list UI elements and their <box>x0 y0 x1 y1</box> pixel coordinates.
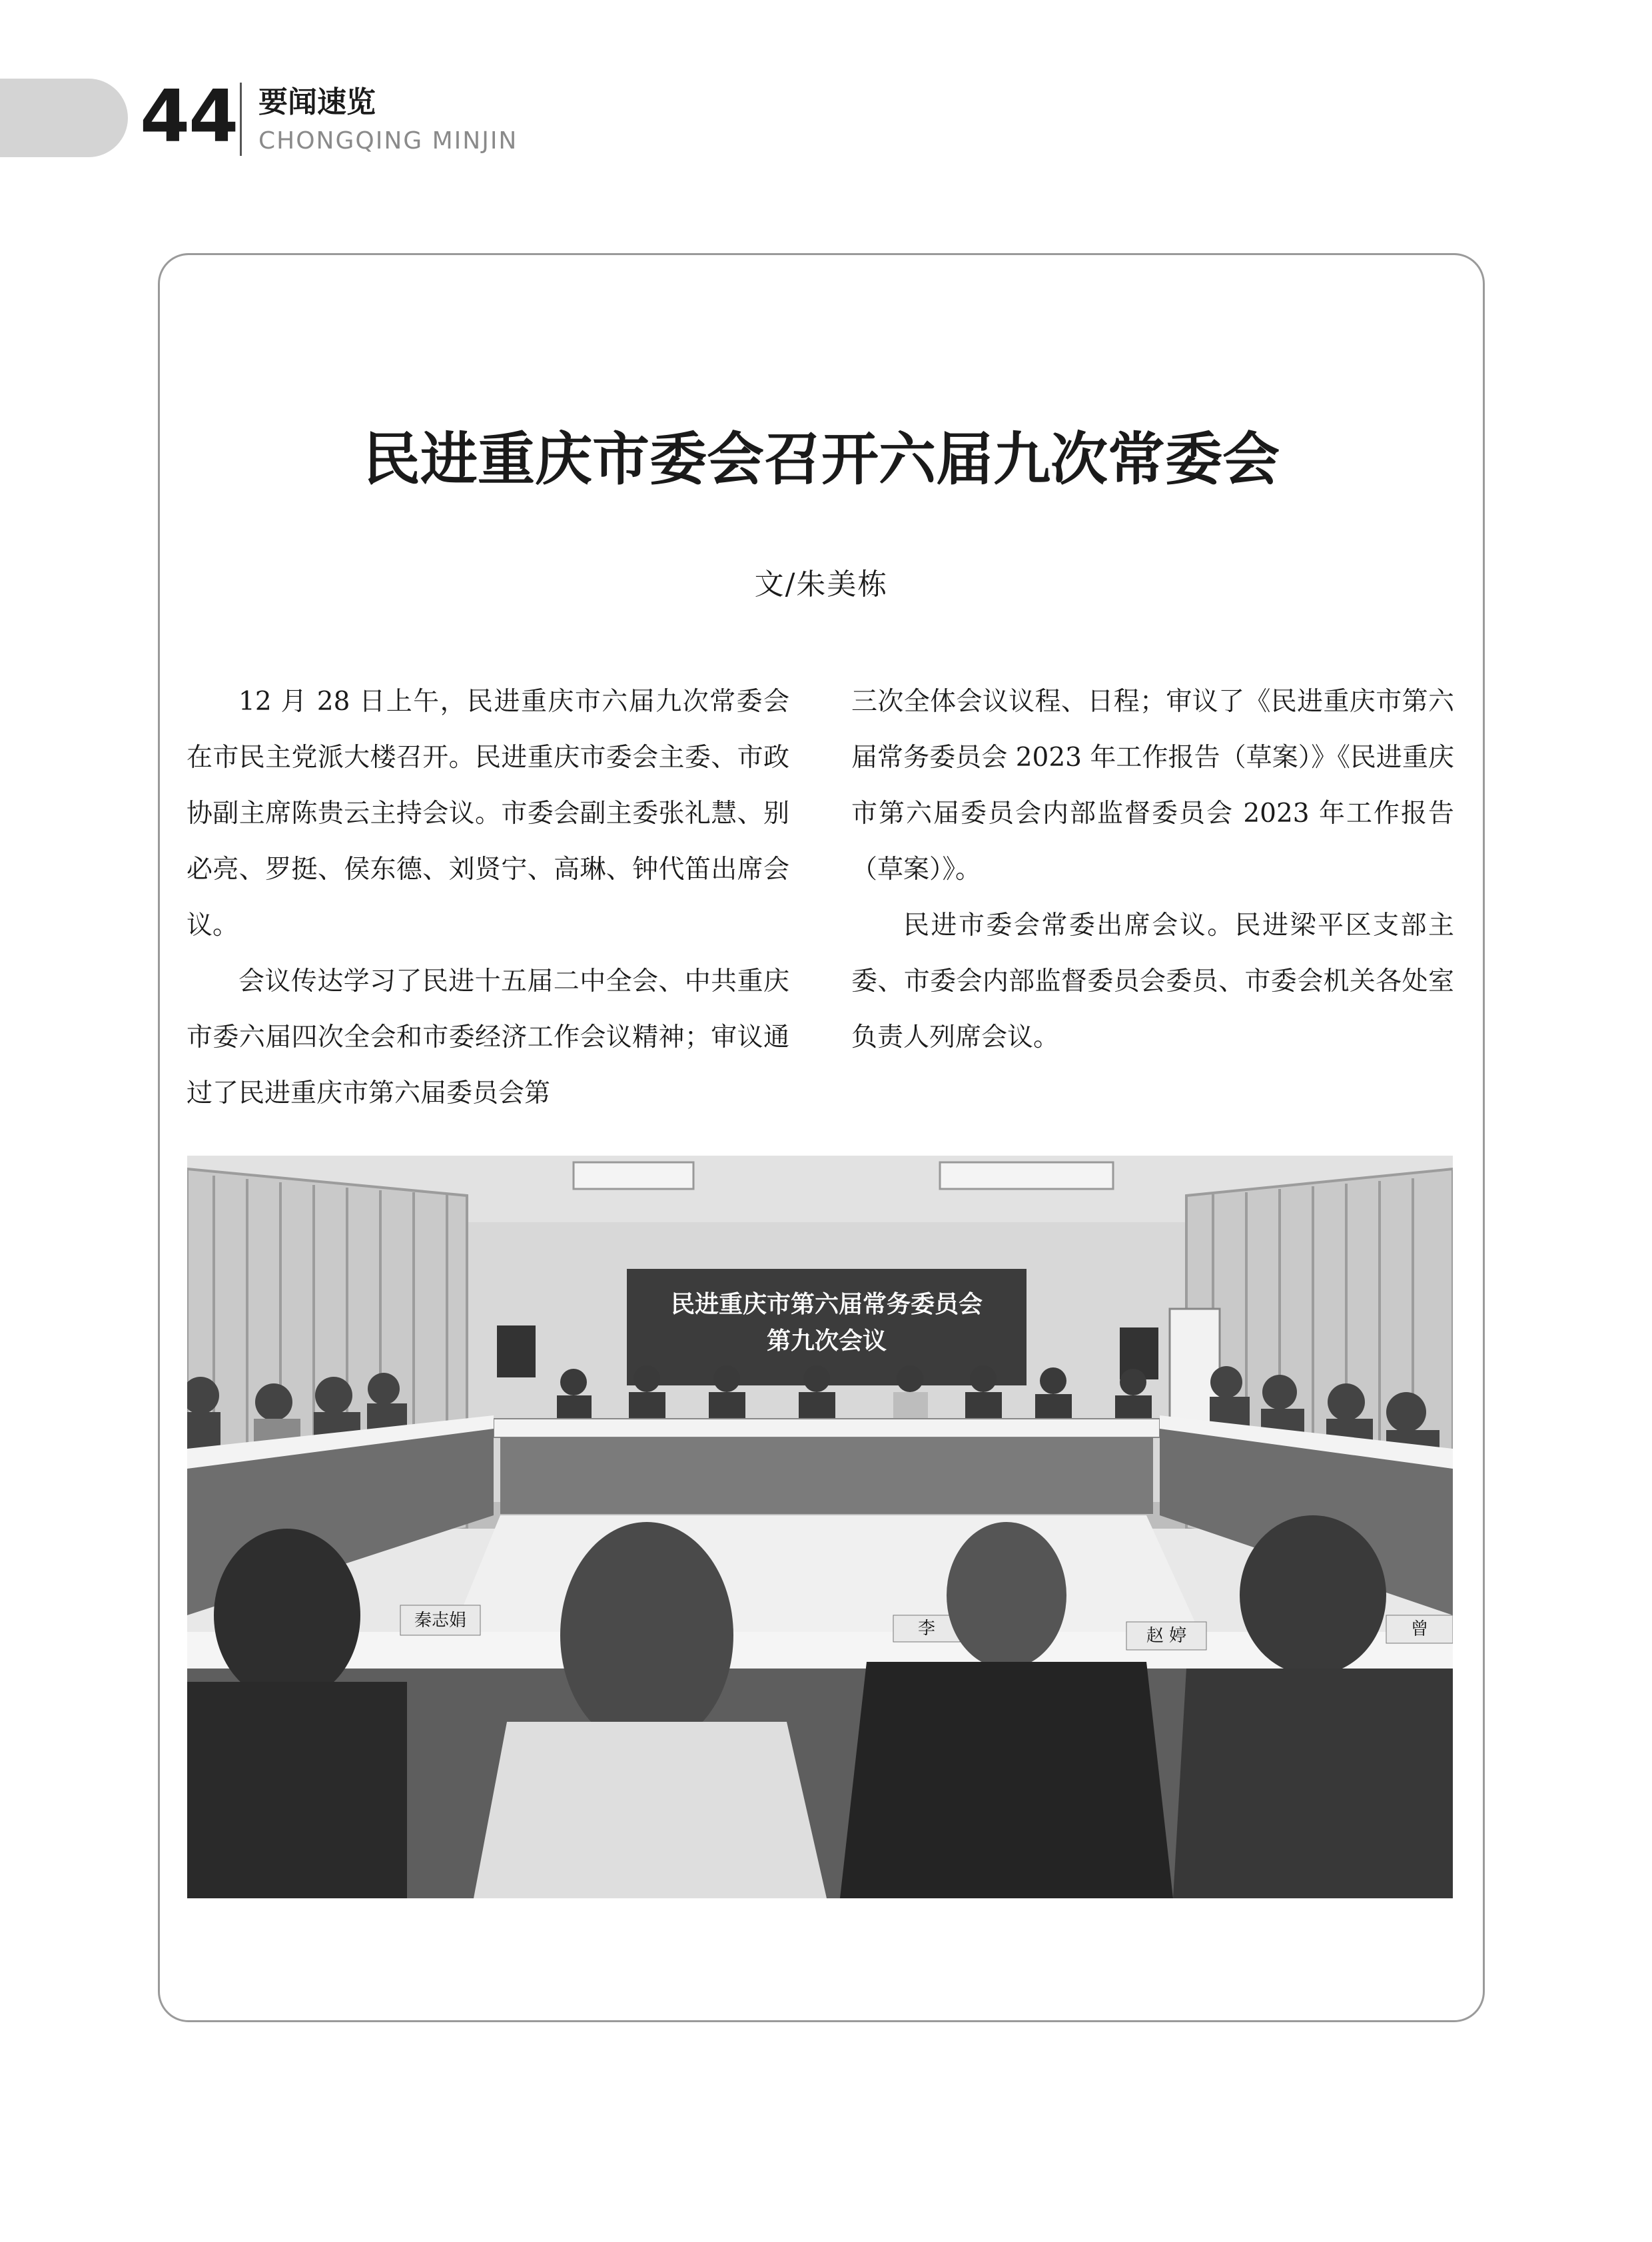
back-table-top <box>494 1419 1160 1437</box>
article-left-column <box>187 674 789 1122</box>
speaker <box>497 1325 536 1377</box>
meeting-photo <box>187 1156 1453 1898</box>
paragraph: 会议传达学习了民进十五届二中全会、中共重庆市委六届四次全会和市委经济工作会议精神；审议通过了民进重庆市第六届委员会第 <box>187 966 789 1108</box>
banner-line-2: 第九次会议 <box>766 1327 887 1355</box>
paragraph: 民进市委会常委出席会议。民进梁平区支部主委、市委会内部监督委员会委员、市委会机关各处室负责人列席会议。 <box>851 911 1454 1052</box>
section-subtitle: CHONGQING MINJIN <box>258 127 518 155</box>
name-card: 李 <box>917 1619 936 1639</box>
name-card: 赵 婷 <box>1146 1626 1187 1646</box>
article-right-column <box>851 674 1454 1066</box>
banner-line-1: 民进重庆市第六届常务委员会 <box>670 1291 983 1318</box>
section-title: 要闻速览 <box>258 85 376 119</box>
paragraph-continued: 三次全体会议议程、日程；审议了《民进重庆市第六届常务委员会 2023 年工作报告（草案）》《民进重庆市第六届委员会内部监督委员会 2023 年工作报告（草案）》。 <box>851 687 1454 885</box>
paragraph: 12 月 28 日上午，民进重庆市六届九次常委会在市民主党派大楼召开。民进重庆市委会主委、市政协副主席陈贵云主持会议。市委会副主委张礼慧、别必亮、罗挺、侯东德、刘贤宁、高琳、钟代笛出席会议。 <box>187 687 789 940</box>
name-card: 曾 <box>1410 1619 1429 1639</box>
ceiling-vent <box>574 1162 693 1189</box>
article-byline: 文/朱美栋 <box>754 567 889 601</box>
article-title: 民进重庆市委会召开六届九次常委会 <box>363 426 1280 493</box>
name-card: 秦志娟 <box>414 1611 467 1631</box>
page-tab-marker <box>0 79 128 157</box>
ceiling-vent <box>940 1162 1113 1189</box>
header-divider <box>240 83 242 156</box>
page-number: 44 <box>140 75 238 159</box>
back-table-skirt <box>500 1437 1153 1514</box>
